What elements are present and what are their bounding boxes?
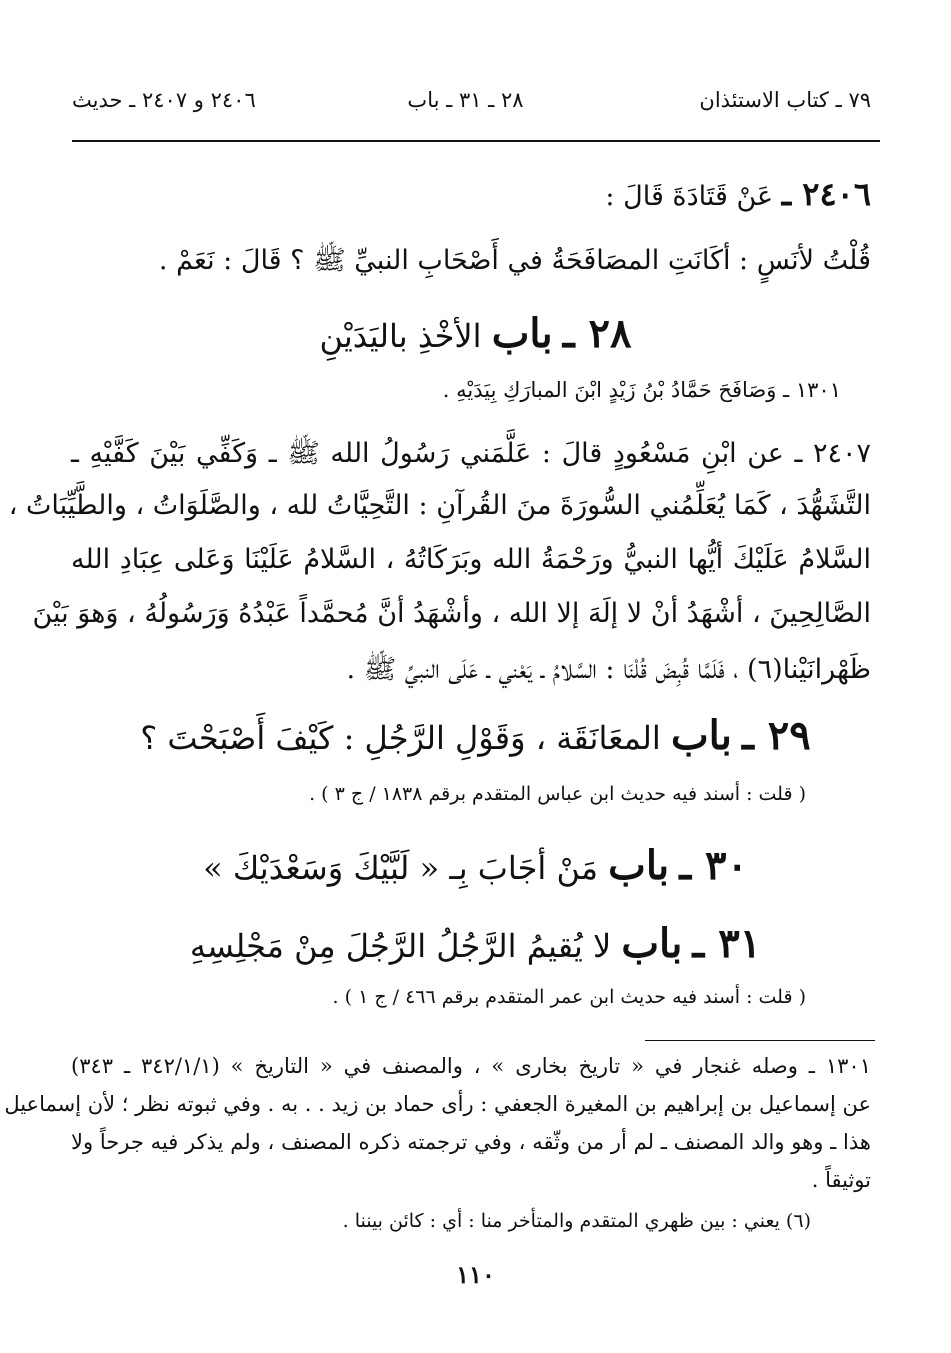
bab-29-heading [0,712,951,759]
bab-31-note: ( قلت : أسند فيه حديث ابن عمر المتقدم برقم ٤٦٦ / ج ١ ) . [332,986,806,1008]
hadith-2407-line: السَّلامُ عَلَيْكَ أيُّها النبيُّ ورَحْمَةُ الله وبَرَكَاتُهُ ، السَّلامُ عَلَيْنَا وَعَلى عِبَادِ الله [71,544,871,575]
hadith-2406-text: قُلْتُ لأنَسٍ : أكَانَتِ المصَافَحَةُ في أَصْحَابِ النبيِّ ﷺ ؟ قَالَ : نَعَمْ . [158,245,871,276]
bab-29-note: ( قلت : أسند فيه حديث ابن عباس المتقدم برقم ١٨٣٨ / ج ٣ ) . [309,783,806,805]
bab-title: مَنْ أجَابَ بِـ « لَبَّيْكَ وَسَعْدَيْكَ » [203,849,598,887]
bab-keyword: باب [491,310,553,357]
hadith-2407-line: ظَهْرانَيْنا(٦) ، فَلَمَّا قُبِضَ قُلْنَا : السَّلامُ ـ يَعْني ـ عَلَى النبيِّ ﷺ . [346,654,871,685]
bab-number: ٢٩ ـ [742,712,811,759]
bab-keyword: باب [608,842,670,889]
header-chapter-range: ٢٨ ـ ٣١ ـ باب [407,88,524,112]
header-book-title: ٧٩ ـ كتاب الاستئذان [699,88,871,112]
bab-28-heading [0,310,951,357]
page-number: ١١٠ [456,1260,495,1289]
footnote-1301-line: ١٣٠١ ـ وصله غنجار في « تاريخ بخارى » ، والمصنف في « التاريخ » (٣٤٢/١/١ ـ ٣٤٣) [71,1054,871,1078]
bab-number: ٣٠ ـ [679,842,748,889]
footnote-6: (٦) يعني : بين ظهري المتقدم والمتأخر منا : أي : كائن بيننا . [342,1210,811,1232]
bab-keyword: باب [670,712,732,759]
bab-title: الأخْذِ باليَدَيْنِ [319,317,482,355]
footnote-1301-line: عن إسماعيل بن إبراهيم بن المغيرة الجعفي : رأى حماد بن زيد . . به . وفي ثبوته نظر ؛ لأن إسماعيل [4,1092,871,1116]
bab-30-heading [0,842,951,889]
bab-title: المعَانَقَة ، وَقَوْلِ الرَّجُلِ : كَيْفَ أَصْبَحْتَ ؟ [140,719,661,757]
footnote-1301-line: هذا ـ وهو والد المصنف ـ لم أر من وثّقه ، وفي ترجمته ذكره المصنف ، ولم يذكر فيه جرحاً ولا [71,1130,871,1154]
hadith-2406-heading [605,175,871,213]
header-rule [72,140,880,142]
bab-number: ٣١ ـ [692,920,762,967]
bab-keyword: باب [621,920,683,967]
bab-31-heading [0,920,951,967]
header-hadith-range: ٢٤٠٦ و ٢٤٠٧ ـ حديث [72,88,256,112]
footnote-rule [645,1040,875,1041]
hadith-2407-line: الصَّالِحِينَ ، أشْهَدُ أنْ لا إلَهَ إلا الله ، وأشْهَدُ أنَّ مُحمَّداً عَبْدُهُ وَرَسُولُهُ ، وَهوَ بَيْنَ [32,598,871,629]
athar-1301: ١٣٠١ ـ وَصَافَحَ حَمَّادُ بْنُ زَيْدٍ ابْنَ المبارَكِ بِيَدَيْهِ . [442,378,841,402]
bab-number: ٢٨ ـ [562,310,632,357]
footnote-1301-line: توثيقاً . [811,1168,871,1192]
hadith-2407-line: التَّشَهُّدَ ، كَمَا يُعَلِّمُني السُّورَةَ منَ القُرآنِ : التَّحِيَّاتُ لله ، والصَّلَوَاتُ ، والطَّيِّبَاتُ ، [8,490,871,521]
bab-title: لا يُقيمُ الرَّجُلُ الرَّجُلَ مِنْ مَجْلِسِهِ [189,927,612,965]
hadith-number: ٢٤٠٦ ـ [781,175,871,213]
hadith-intro: عَنْ قَتَادَةَ قَالَ : [605,181,774,212]
hadith-2407-line: ٢٤٠٧ ـ عن ابْنِ مَسْعُودٍ قالَ : عَلَّمَني رَسُولُ الله ﷺ ـ وَكَفِّي بَيْنَ كَفَّيْهِ ـ [71,438,871,469]
